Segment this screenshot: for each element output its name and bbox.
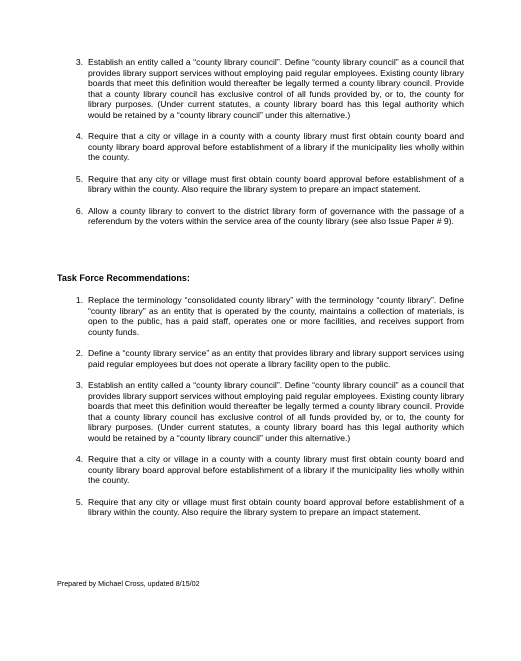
list-item-number: 5. <box>75 496 83 507</box>
list-item-number: 3. <box>75 57 83 67</box>
list-item-text: Require that any city or village must first obtain county board approval before establishment of a library within the county. Also require the library system to prepare an impact statement. <box>88 173 464 194</box>
page-footer: Prepared by Michael Cross, updated 8/15/02 <box>57 579 200 588</box>
list-item-text: Establish an entity called a “county library council”. Define “county library council” as a council that provides library support services without employing paid regular employees. Existing county library boards that meet this definition would thereafter be legally termed a county library council. Provide that a county library council has exclusive control of all funds provided by, or to, the county for library purposes. (Under current statutes, a county library board has this legal authority which would be retained by a “county library council” under this alternative.) <box>88 57 464 120</box>
list-item-text: Require that any city or village must first obtain county board approval before establishment of a library within the county. Also require the library system to prepare an impact statement. <box>88 496 464 517</box>
list-item-text: Replace the terminology “consolidated county library” with the terminology “county library”. Define “county library” as an entity that is operated by the county, maintains a collection of materials, is open to the public, has a paid staff, operates one or more facilities, and receives support from county funds. <box>88 295 464 337</box>
list-item-text: Require that a city or village in a county with a county library must first obtain county board and county library board approval before establishment of a library if the municipality lies wholly within the county. <box>88 131 464 162</box>
list-item-text: Define a “county library service” as an entity that provides library and library support services using paid regular employees but does not operate a library facility open to the public. <box>88 348 464 369</box>
list-item <box>0 454 521 486</box>
list-item <box>0 57 521 120</box>
section-heading: Task Force Recommendations: <box>57 273 190 283</box>
recommendations-list <box>0 295 521 529</box>
list-item <box>0 131 521 163</box>
list-item <box>0 295 521 337</box>
alternatives-list <box>0 57 521 238</box>
list-item-number: 4. <box>75 131 83 141</box>
list-item-number: 4. <box>75 454 83 464</box>
list-item <box>0 380 521 443</box>
list-item-number: 5. <box>75 173 83 184</box>
list-item <box>0 174 521 195</box>
list-item-number: 3. <box>75 380 83 390</box>
list-item-text: Require that a city or village in a county with a county library must first obtain county board and county library board approval before establishment of a library if the municipality lies wholly within the county. <box>88 454 464 485</box>
list-item <box>0 206 521 227</box>
list-item-number: 2. <box>75 348 83 358</box>
list-item-number: 1. <box>75 295 83 305</box>
list-item <box>0 497 521 518</box>
list-item-text: Allow a county library to convert to the district library form of governance with the passage of a referendum by the voters within the service area of the county library (see also Issue Paper # 9). <box>88 205 464 226</box>
list-item-text: Establish an entity called a “county library council”. Define “county library council” as a council that provides library support services without employing paid regular employees. Existing county library boards that meet this definition would thereafter be legally termed a county library council. Provide that a county library council has exclusive control of all funds provided by, or to, the county for library purposes. (Under current statutes, a county library board has this legal authority which would be retained by a “county library council” under this alternative.) <box>88 380 464 443</box>
list-item-number: 6. <box>75 205 83 216</box>
list-item <box>0 348 521 369</box>
